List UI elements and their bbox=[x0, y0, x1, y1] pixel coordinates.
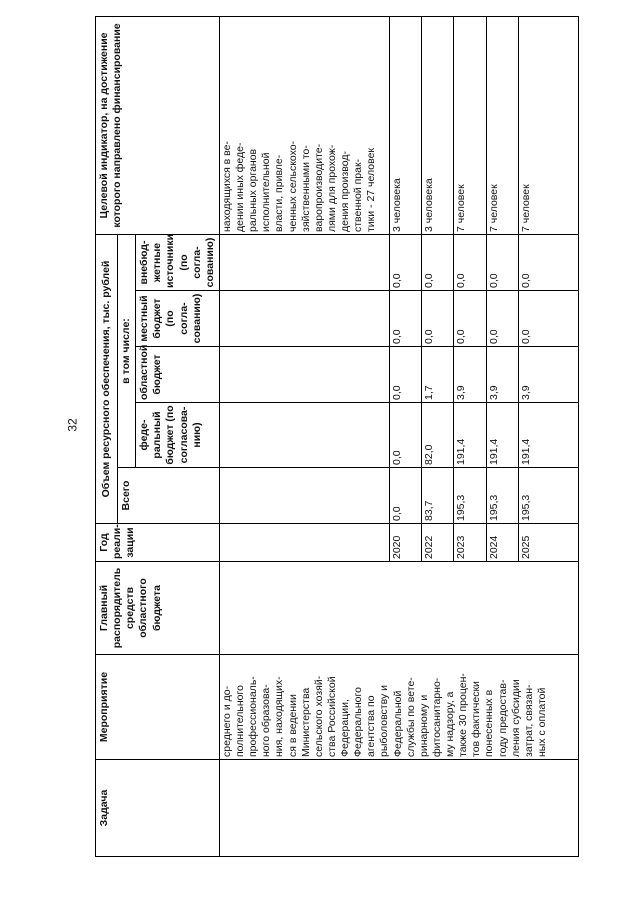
total-cell: 0,0 bbox=[389, 468, 421, 524]
total-cell: 195,3 bbox=[519, 468, 579, 524]
header-event: Мероприятие bbox=[96, 655, 220, 760]
local-cell: 0,0 bbox=[422, 291, 454, 347]
local-spacer bbox=[219, 291, 389, 347]
year-cell: 2025 bbox=[519, 524, 579, 562]
regional-spacer bbox=[219, 347, 389, 403]
year-cell: 2020 bbox=[389, 524, 421, 562]
task-cell bbox=[219, 760, 578, 857]
year-spacer bbox=[219, 524, 389, 562]
header-federal: феде-ральный бюджет (по согласова-нию) bbox=[136, 403, 220, 468]
header-owner: Главный распорядитель средств областного бюджета bbox=[96, 562, 220, 655]
local-cell: 0,0 bbox=[486, 291, 518, 347]
extra-cell: 0,0 bbox=[519, 235, 579, 291]
target-cell: 3 человека bbox=[389, 17, 421, 235]
rotated-table-container bbox=[95, 17, 579, 857]
header-extra: внебюд-жетные источники (по согла-сованию) bbox=[136, 235, 220, 291]
federal-cell: 0,0 bbox=[389, 403, 421, 468]
header-total: Всего bbox=[118, 468, 220, 524]
owner-cell bbox=[219, 562, 578, 655]
event-cell: среднего и до- полнительного профессиональ- ного образова- ния, находящих- ся в ведении Министерства сельского хозяй- ства Российской Федерации, Федерального агентства по рыболовству и Федеральной службы по вете- ринарному и фитосанитарно- му надзору, а также 30 процен- тов фактически понесенных в году предостав- ления субсидии затрат, связан- ных с оплатой bbox=[219, 655, 578, 760]
extra-cell: 0,0 bbox=[389, 235, 421, 291]
regional-cell: 1,7 bbox=[422, 347, 454, 403]
extra-cell: 0,0 bbox=[486, 235, 518, 291]
year-cell: 2024 bbox=[486, 524, 518, 562]
local-cell: 0,0 bbox=[389, 291, 421, 347]
header-target: Целевой индикатор, на достижение которого направлено финансирование bbox=[96, 17, 220, 235]
total-spacer bbox=[219, 468, 389, 524]
page-number: 32 bbox=[65, 418, 80, 432]
local-cell: 0,0 bbox=[454, 291, 486, 347]
regional-cell: 3,9 bbox=[519, 347, 579, 403]
federal-spacer bbox=[219, 403, 389, 468]
extra-spacer bbox=[219, 235, 389, 291]
federal-cell: 191,4 bbox=[519, 403, 579, 468]
total-cell: 83,7 bbox=[422, 468, 454, 524]
header-including: в том числе: bbox=[118, 235, 136, 468]
target-cell: 7 человек bbox=[519, 17, 579, 235]
target-cell: 7 человек bbox=[486, 17, 518, 235]
resource-table bbox=[95, 16, 579, 857]
target-cell: 7 человек bbox=[454, 17, 486, 235]
target-cell: 3 человека bbox=[422, 17, 454, 235]
regional-cell: 3,9 bbox=[486, 347, 518, 403]
extra-cell: 0,0 bbox=[454, 235, 486, 291]
header-local: местный бюджет (по согла-сованию) bbox=[136, 291, 220, 347]
federal-cell: 191,4 bbox=[486, 403, 518, 468]
extra-cell: 0,0 bbox=[422, 235, 454, 291]
total-cell: 195,3 bbox=[454, 468, 486, 524]
federal-cell: 82,0 bbox=[422, 403, 454, 468]
year-cell: 2023 bbox=[454, 524, 486, 562]
target-cell-main: находящихся в ве- дении иных феде- ральных органов исполнительной власти, привле- ченных сельскохо- зяйственными то- варопроизводите- лями для прохож- дения производ- ственной прак- тики - 27 человек bbox=[219, 17, 389, 235]
local-cell: 0,0 bbox=[519, 291, 579, 347]
regional-cell: 0,0 bbox=[389, 347, 421, 403]
federal-cell: 191,4 bbox=[454, 403, 486, 468]
header-funding: Объем ресурсного обеспечения, тыс. рублей bbox=[96, 235, 118, 524]
regional-cell: 3,9 bbox=[454, 347, 486, 403]
year-cell: 2022 bbox=[422, 524, 454, 562]
total-cell: 195,3 bbox=[486, 468, 518, 524]
header-year: Год реали-зации bbox=[96, 524, 220, 562]
header-task: Задача bbox=[96, 760, 220, 857]
header-regional: областной бюджет bbox=[136, 347, 220, 403]
